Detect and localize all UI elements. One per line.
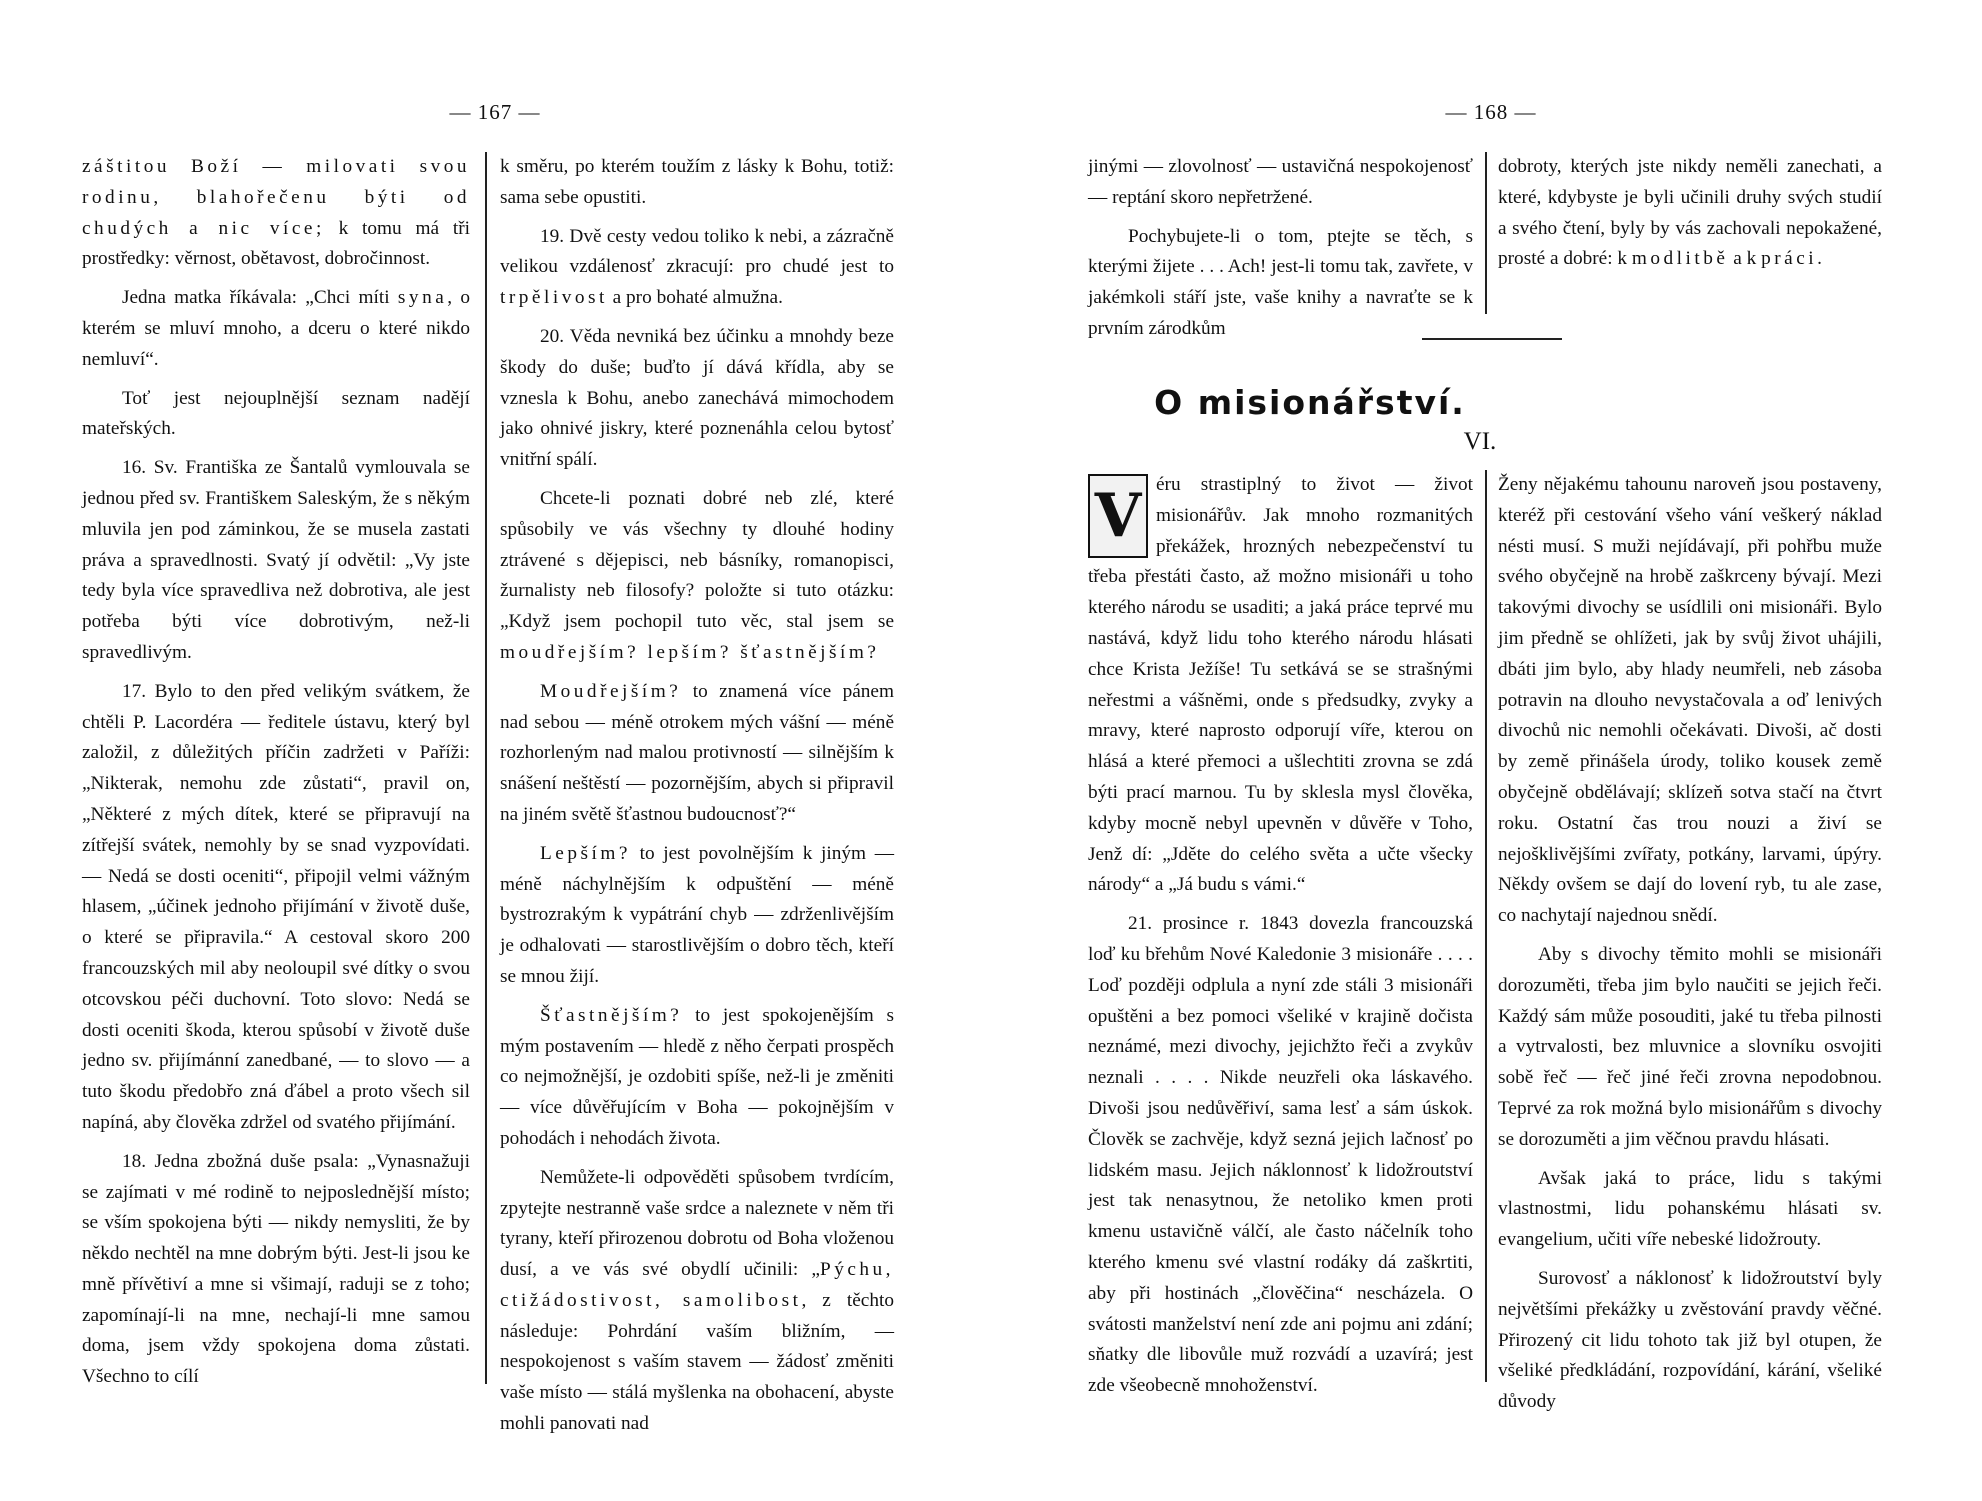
section-number: VI. (1463, 428, 1497, 455)
spaced-emphasis: práci (1761, 248, 1818, 270)
drop-cap-ornament: V (1088, 474, 1148, 558)
paragraph-text: Toť jest nejouplnější seznam nadějí mateřských. (82, 387, 470, 440)
paragraph-text: éru strastiplný to život — život misionářův. Jak mnoho rozmanitých překážek, hrozných nebezpečenství tu třeba přestáti často, až možno misionáři u toho kterého národu se usaditi; a jaká práce teprvé mu nastává, když lidu toho kterého národu hlásati chce Krista Ježíše! Tu setkává se se strašnými neřestmi a vášněmi, onde s předsudky, zvyky a mravy, které naprosto odporují víře, kterou on hlásá a které přemoci a ušlechtiti zrovna se zdá býti prací marnou. Tu by sklesla mysl člověka, kdyby mocně nebyl upevněn v důvěře v Toho, Jenž dí: „Jděte do celého světa a učte všecky národy“ a „Já budu s vámi.“ (1088, 474, 1473, 896)
paragraph-text: a pro bohaté almužna. (607, 287, 783, 309)
paragraph (1498, 1164, 1882, 1256)
paragraph-text: 18. Jedna zbožná duše psala: „Vynasnažuji se zajímati v mé rodině to nejposlednější místo; se vším spokojena býti — nikdy nemysliti, že by někdo nechtěl na mne dobrým býti. Jest-li jsou ke mně přívětiví a mne si všimají, raduji se z toho; zapomínají-li na mne, nechají-li mne samou doma, jsem vždy spokojena doma zůstati. Všechno to cílí (82, 1150, 470, 1388)
paragraph (82, 453, 470, 669)
paragraph (500, 152, 894, 214)
left-column-2 (500, 152, 894, 1448)
section-title: O misionářství. (1154, 383, 1466, 422)
paragraph-text: 17. Bylo to den před velikým svátkem, že chtěli P. Lacordéra — ředitele ústavu, který byl založil, z důležitých příčin zadržeti v Paříži: „Nikterak, nemohu zde zůstati“, pravil on, „Některé z mých dítek, které se připravují na zítřejší svátek, nemohly by se snad vyzpovídati. — Nedá se dosti oceniti“, připojil velmi vážným hlasem, „účinek jednoho přijímání v životě duše, o které se připravila.“ A cestoval skoro 200 francouzských mil aby neoloupil své dítky o svou otcovskou péči duchovní. Toto slovo: Nedá se dosti oceniti škoda, kterou spůsobí v životě duše jedno sv. přijímánní zanedbané, — to slovo — a tuto škodu předobřo zná ďábel a proto všech sil napíná, aby člověka zdržel od svatého přijímání. (82, 680, 470, 1133)
right-column-2-top (1498, 152, 1882, 283)
paragraph-text: Avšak jaká to práce, lidu s takými vlastnostmi, lidu pohanskému hlásati sv. evangelium, učiti víře nebeské lidožrouty. (1498, 1167, 1882, 1251)
spaced-emphasis: záštitou Boží — milovati svou rodinu, blahořečenu býti od chudých a nic více; (82, 156, 470, 239)
paragraph (82, 384, 470, 446)
spaced-emphasis: moudřejším? lepším? šťastnějším? (500, 641, 880, 663)
spaced-emphasis: syna (397, 287, 448, 309)
paragraph (1498, 152, 1882, 275)
paragraph (500, 222, 894, 314)
paragraph (500, 839, 894, 993)
paragraph (500, 1163, 894, 1440)
paragraph (1088, 909, 1473, 1402)
paragraph-text: to znamená více pánem nad sebou — méně otrokem mých vášní — méně rozhorleným nad malou protivností — silnějším k snášení neštěstí — pozornějším, abych si připravil na jiném světě šťastnou budoucnosť?“ (500, 680, 894, 825)
right-column-1-bottom (1088, 470, 1473, 1410)
paragraph-text: 16. Sv. Františka ze Šantalů vymlouvala se jednou před sv. Františkem Saleským, že s někým mluvila jen pod záminkou, že se musela zastati práva a spravedlnosti. Svatý jí odvětil: „Vy jste tedy byla více spravedliva než dobrotiva, ale jest potřeba býti více dobrotivým, než-li spravedlivým. (82, 457, 470, 663)
paragraph-text: . (1817, 248, 1822, 270)
spaced-emphasis: trpělivost (500, 287, 608, 309)
spaced-emphasis: Lepším? (540, 842, 631, 864)
paragraph (1088, 222, 1473, 345)
left-column-1 (82, 152, 470, 1401)
paragraph (500, 677, 894, 831)
paragraph (500, 484, 894, 669)
paragraph (1088, 152, 1473, 214)
paragraph-text: Chcete-li poznati dobré neb zlé, které spůsobily ve vás všechny ty dlouhé hodiny ztrávené s dějepisci, neb básníky, romanopisci, žurnalisty neb filosofy? položte si tuto otázku: „Když jsem pochopil tuto věc, stal jsem se (500, 487, 894, 633)
column-divider (1485, 152, 1487, 314)
paragraph-text: k tomu má tři prostředky: věrnost, obětavost, dobročinnost. (82, 217, 470, 270)
paragraph-text: dobroty, kterých jste nikdy neměli zanechati, a které, kdybyste je byli učinili druhy svých studií a svého čtení, byly by vás zachovali nepokažené, prosté a dobré: k (1498, 156, 1882, 270)
section-rule (1422, 338, 1562, 340)
paragraph-text: k směru, po kterém toužím z lásky k Bohu, totiž: sama sebe opustiti. (500, 156, 894, 208)
paragraph-text: , o kterém se mluví mnoho, a dceru o které nikdo nemluví“. (82, 287, 471, 370)
paragraph-text: Surovosť a náklonosť k lidožroutství byly největšími překážky u zvěstování pravdy věčné. Přirozený cit lidu tohoto tak již byl otupen, že všeliké předkládání, rozpovídání, kárání, všeliké důvody (1498, 1267, 1882, 1413)
paragraph (1498, 1264, 1882, 1418)
paragraph (82, 677, 470, 1139)
spaced-emphasis: Šťastnějším? (540, 1004, 683, 1026)
paragraph-text: to jest spokojenějším s mým postavením — hledě z něho čerpati prospěch co nejmožnější, je ozdobiti spíše, než-li je změniti — více důvěřujícím v Boha — pokojnějším v pohodách i nehodách života. (500, 1004, 894, 1149)
right-column-2-bottom (1498, 470, 1882, 1426)
paragraph (82, 283, 470, 375)
paragraph-text: to jest povolnějším k jiným — méně náchylnějším k odpuštění — méně bystrozrakým k vypátrání chyb — zdrženlivějším je odhalovati — starostlivějším o dobro těch, kteří se mnou žijí. (500, 842, 894, 987)
paragraph-text: 21. prosince r. 1843 dovezla francouzská loď ku břehům Nové Kaledonie 3 misionáře . . . . Loď později odplula a nyní zde stáli 3 misionáři opuštěni a bez pomoci všeliké v krajině dočista neznámé, mezi divochy, jejichžto řeči a zvykův neznali . . . . Nikde neuzřeli oka láskavého. Divoši jsou nedůvěřiví, sama lesť a sám úskok. Člověk se zachvěje, když sezná jejich lačnosť po lidském masu. Jejich náklonnosť k lidožroutství jest tak nenasytnou, že netoliko kmen proti kmenu ustavičně válčí, ale často náčelník toho kterého kmenu své vlastní rodáky dá zaškrtiti, aby při hostinách „člověčina“ nescházela. O svátosti manželství není zde ani pojmu ani zdání; sňatky dle libovůle muž rozvádí a uzavírá; jest zde všeobecně mnohoženství. (1088, 913, 1473, 1397)
page-number-left: — 167 — (449, 100, 541, 124)
paragraph (1498, 940, 1882, 1156)
paragraph-text: Nemůžete-li odpověděti spůsobem tvrdícím, zpytejte nestranně vaše srdce a naleznete v něm tři tyrany, kteří přirozenou dobrotu od Boha vloženou dusí, a ve vás své obydlí učinili: „ (500, 1166, 894, 1281)
column-divider (1485, 470, 1487, 1382)
paragraph-text: , z těchto následuje: Pohrdání vaším bližním, — nespokojenost s vaším stavem — žádosť změniti vaše místo — stálá myšlenka na obohacení, abyste mohli panovati nad (500, 1289, 894, 1435)
paragraph-text: 20. Věda nevniká bez účinku a mnohdy beze škody do duše; buďto jí dává křídla, aby se vznesla k Bohu, anebo zanechává mimochodem jako ohnivé jiskry, které poznenáhla celou bytosť vnitřní spálí. (500, 325, 894, 471)
paragraph (500, 322, 894, 476)
paragraph-text: jinými — zlovolnosť — ustavičná nespokojenosť — reptání skoro nepřetržené. (1088, 156, 1473, 208)
paragraph (82, 1147, 470, 1393)
right-column-1-top (1088, 152, 1473, 353)
paragraph (82, 152, 470, 275)
paragraph-text: Pochybujete-li o tom, ptejte se těch, s kterými žijete . . . Ach! jest-li tomu tak, zavřete, v jakémkoli stáří jste, vaše knihy a navraťte se k prvním zárodkům (1088, 225, 1473, 339)
paragraph-text: Aby s divochy těmito mohli se misionáři dorozuměti, třeba jim bylo naučiti se jejich řeči. Každý sám může posouditi, jaké tu třeba pilnosti a vytrvalosti, bez mluvnice a slovníku osvojiti sobě řeč — řeč jiné řeči zrovna nepodobnou. Teprvé za rok možná bylo misionářům s divochy se dorozuměti a jim věčnou pravdu hlásati. (1498, 943, 1882, 1150)
paragraph-text: 19. Dvě cesty vedou toliko k nebi, a zázračně velikou vzdálenosť zkracují: pro chudé jest to (500, 225, 894, 278)
spaced-emphasis: modlitbě (1631, 248, 1729, 270)
page-number-right: — 168 — (1445, 100, 1537, 124)
paragraph-text: Ženy nějakému tahounu naroveň jsou postaveny, kteréž při cestování všeho vání veškerý náklad nésti musí. S muži nejídávají, při pohřbu muže svého obyčejně na hrobě zaškrceny bývají. Mezi takovými divochy se usídlili oni misionáři. Bylo jim předně se ohlížeti, jak by svůj život uhájili, dbáti jim bylo, aby hlady neumřeli, neb zásoba potravin na dlouho nevystačovala a oď lenivých divochů nic nemohli očekávati. Divoši, ač dosti by země přinášela úrody, toliko kousek země obyčejně obdělávají; sklízeň sotva stačí na čtvrt roku. Ostatní čas trou nouzi a živí se nejošklivějšími zvířaty, potkány, larvami, úpýry. Někdy ovšem se dají do lovení ryb, tu ale zase, co nachytají najednou snědí. (1498, 474, 1882, 927)
paragraph (1498, 470, 1882, 932)
column-divider (485, 152, 487, 1384)
paragraph-text: Jedna matka říkávala: „Chci míti (122, 287, 398, 309)
paragraph-text: a k (1728, 248, 1762, 270)
spaced-emphasis: Pýchu, ctižádostivost, samolibost (500, 1259, 894, 1311)
paragraph (500, 1001, 894, 1155)
spaced-emphasis: Moudřejším? (540, 680, 682, 702)
